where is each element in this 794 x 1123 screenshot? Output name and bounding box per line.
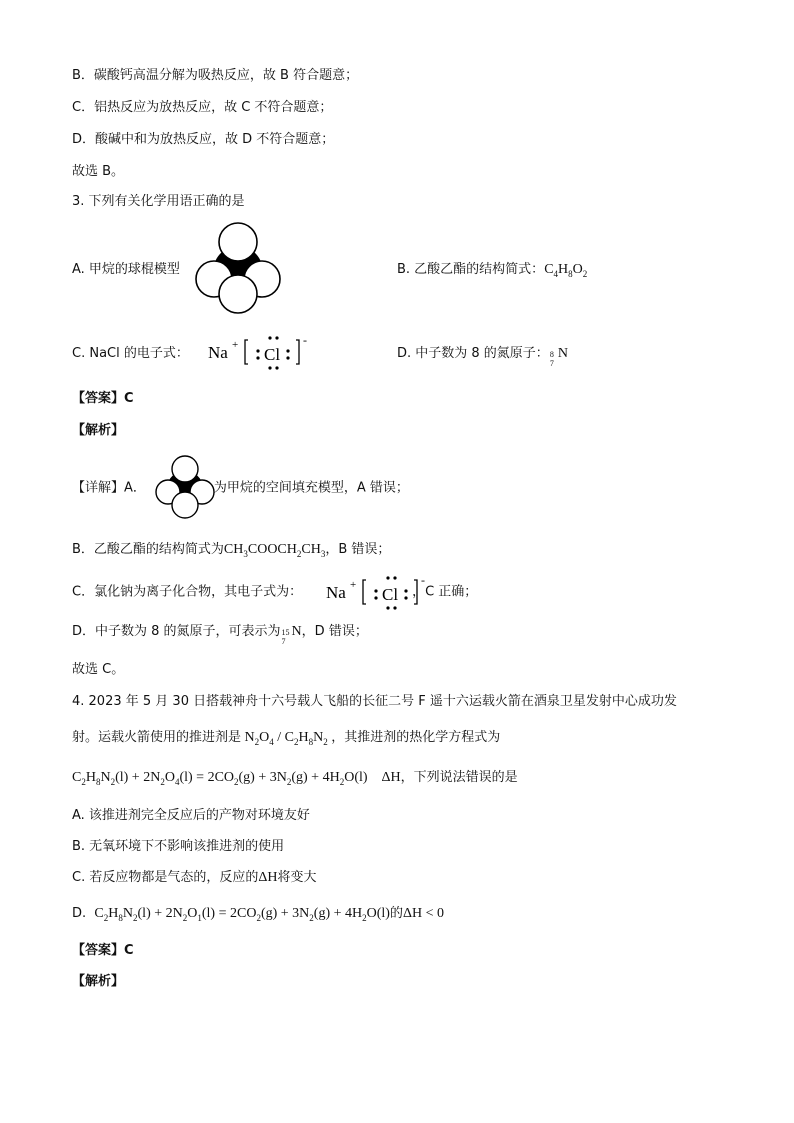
delta-h-symbol: ΔH <box>258 870 278 885</box>
q3-option-a-text: A. 甲烷的球棍模型 <box>72 262 180 277</box>
detail-c-suffix: ，C 正确； <box>412 584 478 600</box>
q4-equation-suffix: ，下列说法错误的是 <box>400 770 518 785</box>
svg-text:-: - <box>421 573 425 587</box>
svg-text:+: + <box>232 339 239 351</box>
question-3-stem: 3. 下列有关化学用语正确的是 <box>72 194 245 209</box>
ethyl-acetate-formula: $CH_3COOCH_2CH_3$ <box>223 542 326 559</box>
choose-previous: 故选 B。 <box>72 164 125 179</box>
thermochemical-equation-formula: $C_2H_8N_2(l) + 2N_2O_4(l) = 2CO_2(g) + 3N_2(g) + 4H_2O(l)$ ΔH <box>72 770 401 787</box>
q4-option-b: B. 无氧环境下不影响该推进剂的使用 <box>72 839 285 854</box>
methane-ball-stick-model-icon <box>194 222 284 314</box>
detail-a-suffix: 为甲烷的空间填充模型，A 错误； <box>213 480 409 496</box>
svg-text:Na: Na <box>326 583 346 602</box>
detail-a-prefix: 【详解】A． <box>72 480 146 496</box>
detail-d: D．中子数为 8 的氮原子，可表示为 15 7 N，D 错误； <box>72 624 368 646</box>
svg-text:Cl: Cl <box>382 585 399 604</box>
detail-b-prefix: B．乙酸乙酯的结构简式为 <box>72 542 224 557</box>
methane-space-filling-model-icon <box>152 454 218 520</box>
q4-option-d <box>72 904 444 924</box>
thermochemical-equation <box>72 768 518 788</box>
answer-label-2: 【答案】C <box>72 943 134 958</box>
answer-label-1: 【答案】C <box>72 391 134 406</box>
analysis-label-2: 【解析】 <box>72 974 125 989</box>
q4-option-d-prefix: D. <box>72 906 87 921</box>
q3-option-b-text: B. 乙酸乙酯的结构简式： <box>397 262 545 277</box>
nitrogen-isotope-notation: 8 7 <box>549 350 554 368</box>
question-4-line-1: 4. 2023 年 5 月 30 日搭载神舟十六号载人飞船的长征二号 F 遥十六运载火箭在酒泉卫星发射中心成功发 <box>72 694 677 709</box>
option-c-previous: C．铝热反应为放热反应，故 C 不符合题意； <box>72 100 333 115</box>
q4-option-c-prefix: C. 若反应物都是气态的，反应的 <box>72 870 259 885</box>
analysis-label-1: 【解析】 <box>72 423 125 438</box>
q3-option-d: D. 中子数为 8 的氮原子： 8 7 N <box>397 346 568 368</box>
choose-c: 故选 C。 <box>72 662 125 677</box>
option-d-equation: $C_2H_8N_2(l) + 2N_2O_1(l) = 2CO_2(g) + 3N_2(g) + 4H_2O(l)$ <box>94 906 390 923</box>
detail-d-suffix: ，D 错误； <box>301 624 368 639</box>
q3-option-a <box>72 260 180 280</box>
nacl-electron-formula-answer-icon <box>326 572 436 612</box>
nacl-electron-formula-icon <box>208 332 318 372</box>
delta-h-less-than-zero: ΔH < 0 <box>402 906 444 921</box>
q3-option-c-text: C. NaCl 的电子式： <box>72 346 189 361</box>
c4h8o2-formula: $C_4H_8O_2$ <box>544 262 588 279</box>
detail-b-suffix: ，B 错误； <box>325 542 391 557</box>
q3-option-c <box>72 344 189 364</box>
svg-text:Cl: Cl <box>264 345 281 364</box>
question-4-line-2 <box>72 728 500 748</box>
q4-line-2-prefix: 射。运载火箭使用的推进剂是 <box>72 730 242 745</box>
detail-b <box>72 540 390 560</box>
svg-text:+: + <box>350 579 357 591</box>
detail-a <box>72 478 409 499</box>
detail-d-prefix: D．中子数为 8 的氮原子，可表示为 <box>72 624 281 639</box>
propellant-formula: $N_2O_4 / C_2H_8N_2$ <box>241 730 328 747</box>
q4-line-2-suffix: ，其推进剂的热化学方程式为 <box>331 730 501 745</box>
nitrogen-15-notation: 15 7 <box>281 628 290 646</box>
q4-option-a: A. 该推进剂完全反应后的产物对环境友好 <box>72 808 310 823</box>
q4-option-d-mid: 的 <box>389 906 403 921</box>
detail-c-prefix: C．氯化钠为离子化合物，其电子式为： <box>72 584 303 600</box>
q4-option-c <box>72 868 316 888</box>
option-d-previous: D．酸碱中和为放热反应，故 D 不符合题意； <box>72 132 335 147</box>
svg-text:Na: Na <box>208 343 228 362</box>
option-b-previous: B．碳酸钙高温分解为吸热反应，故 B 符合题意； <box>72 68 359 83</box>
q3-option-d-text: D. 中子数为 8 的氮原子： <box>397 346 549 361</box>
q4-option-c-suffix: 将变大 <box>277 870 317 885</box>
svg-text:-: - <box>303 333 307 347</box>
q3-option-b <box>397 260 587 280</box>
